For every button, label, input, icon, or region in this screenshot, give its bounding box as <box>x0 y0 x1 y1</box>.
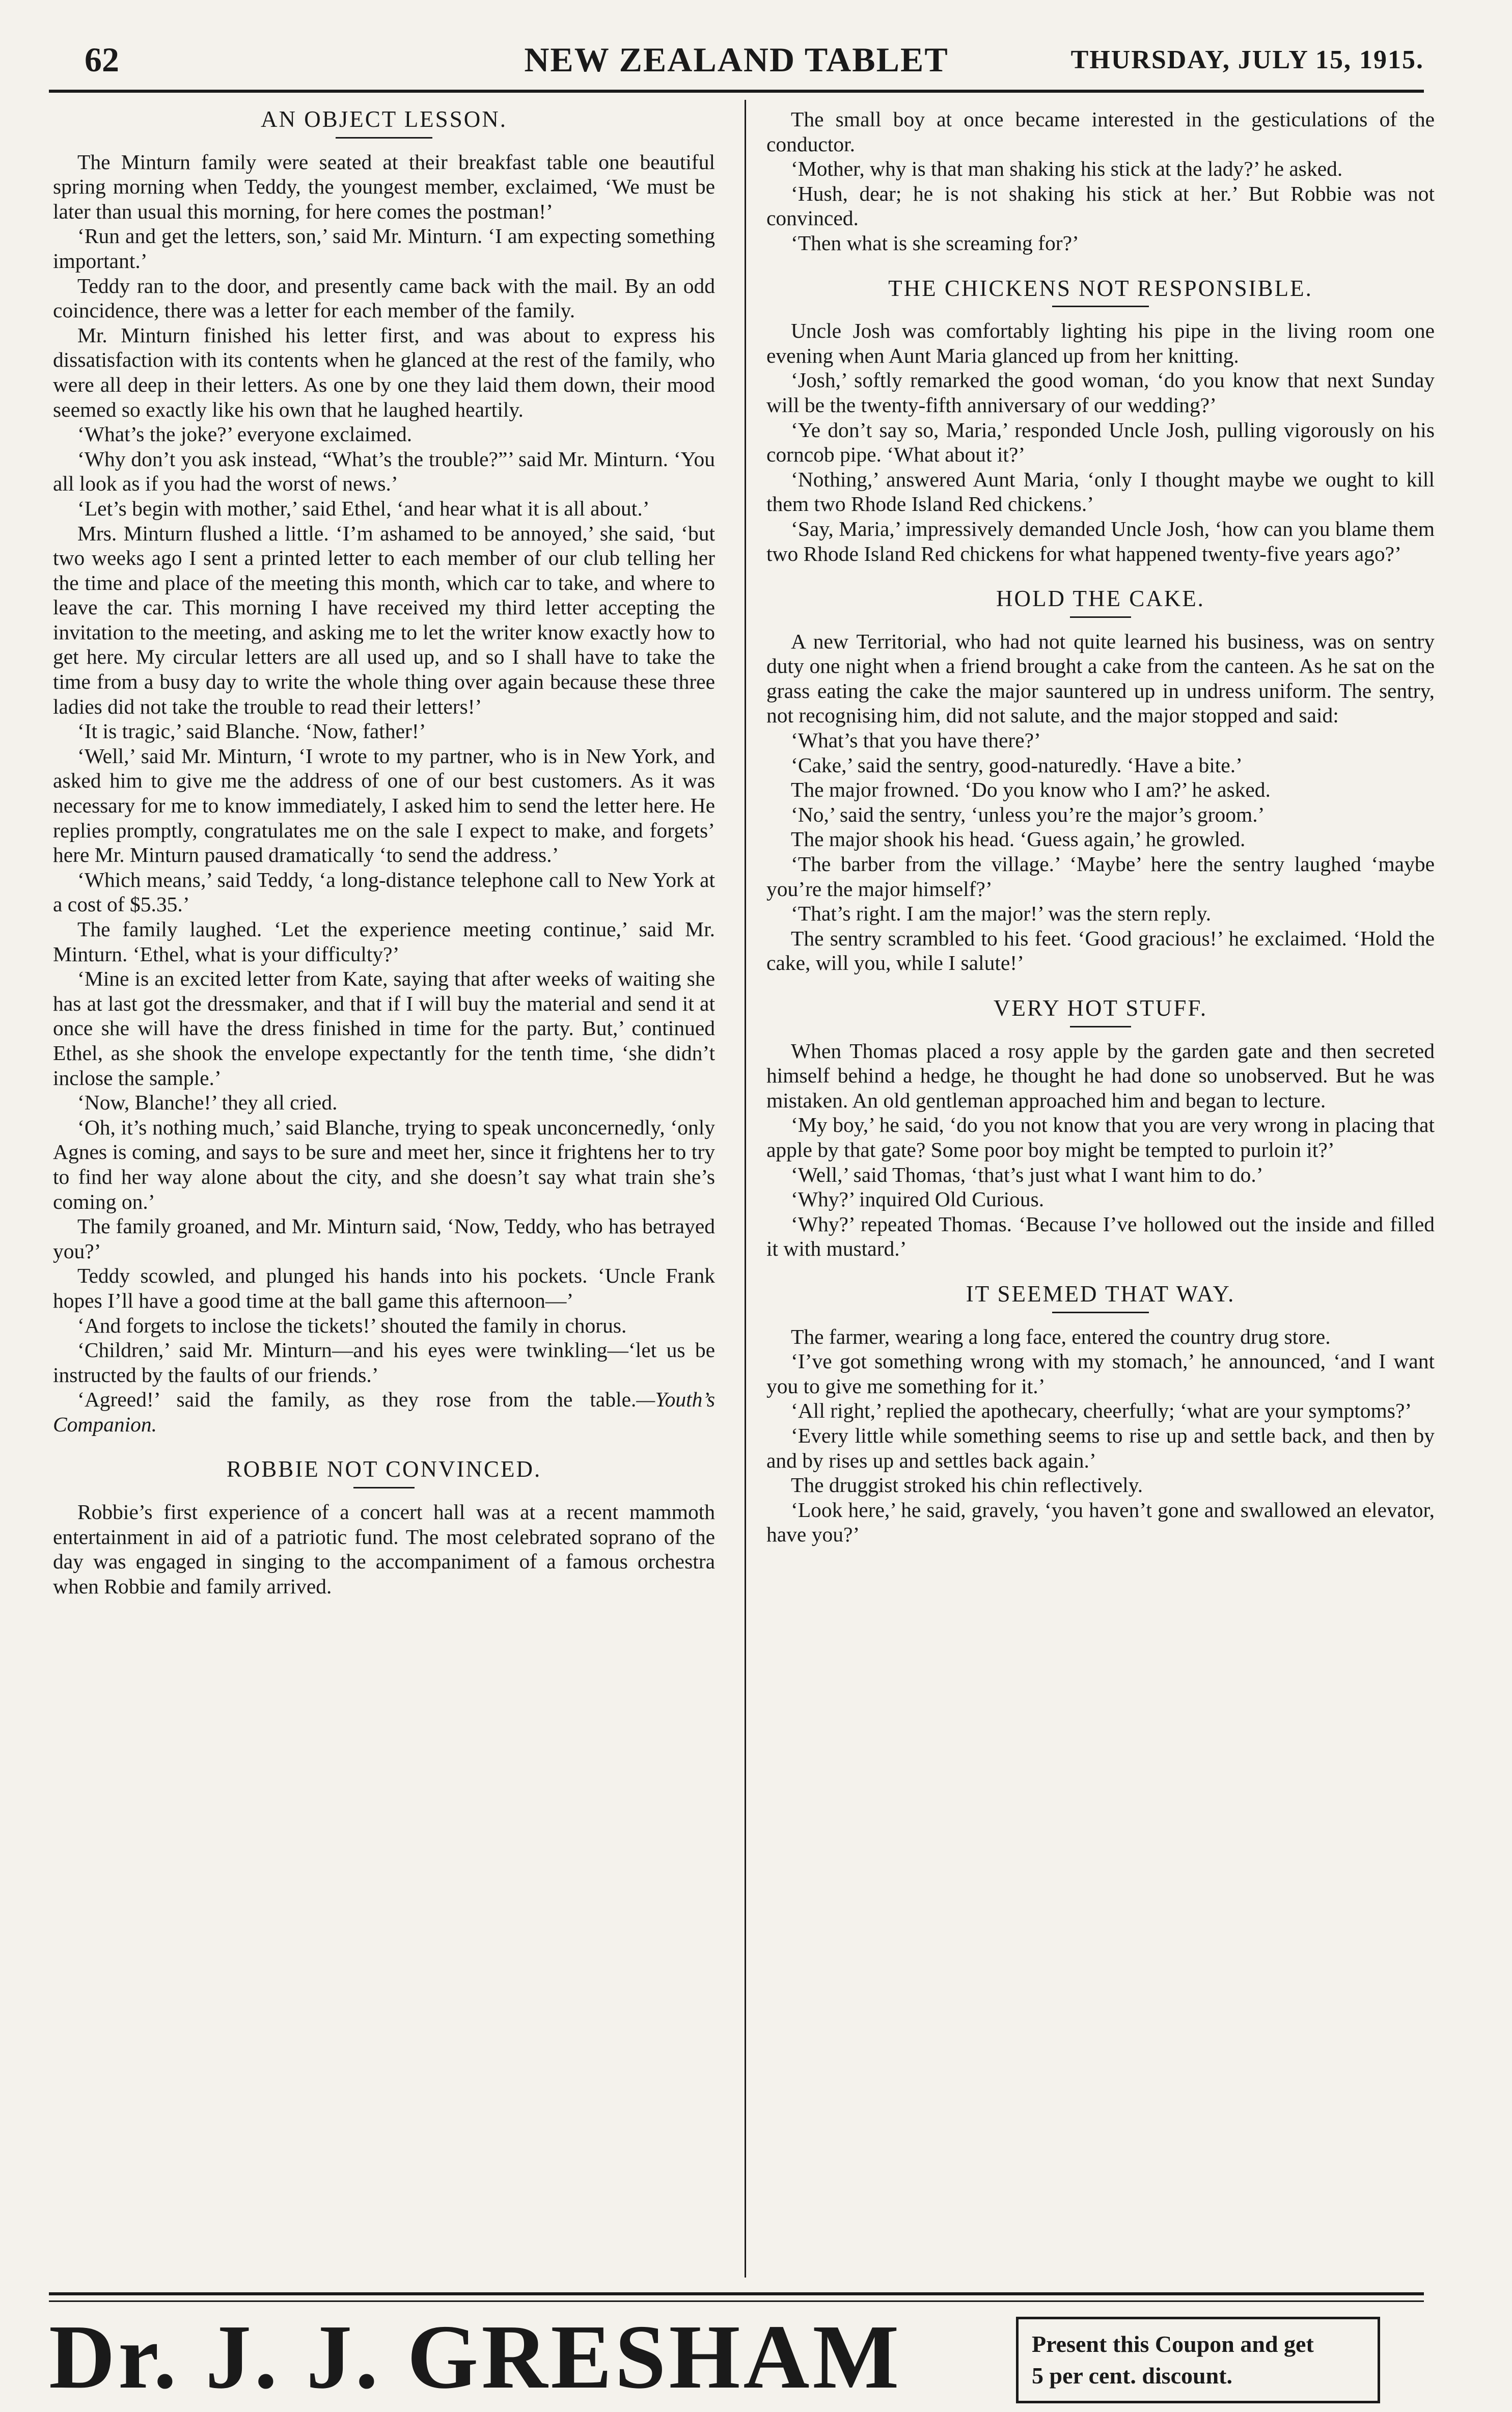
article-paragraph: ‘It is tragic,’ said Blanche. ‘Now, father!’ <box>77 719 426 743</box>
article-heading-robbie: ROBBIE NOT CONVINCED. <box>226 1456 542 1482</box>
article-paragraph: Teddy ran to the door, and presently came back with the mail. By an odd coincidence, there was a letter for each member of the family. <box>53 274 715 322</box>
section-gap <box>766 975 1435 996</box>
article-body-cake <box>766 629 1435 975</box>
article-heading-cake: HOLD THE CAKE. <box>996 586 1205 612</box>
article-paragraph: ‘Josh,’ softly remarked the good woman, ‘do you know that next Sunday will be the twenty-fifth anniversary of our wedding?’ <box>766 368 1435 417</box>
article-paragraph: The small boy at once became interested in the gesticulations of the conductor. <box>766 107 1435 156</box>
heading-rule <box>1052 306 1149 307</box>
article-paragraph: ‘Well,’ said Thomas, ‘that’s just what I want him to do.’ <box>791 1162 1263 1186</box>
article-paragraph: ‘What’s that you have there?’ <box>791 728 1041 752</box>
article-paragraph: ‘Every little while something seems to rise up and settle back, and then by and by rises up and settles back again.’ <box>766 1423 1435 1472</box>
heading-rule <box>336 137 432 139</box>
article-paragraph: ‘Cake,’ said the sentry, good-naturedly. ‘Have a bite.’ <box>791 753 1243 777</box>
section-gap <box>766 1261 1435 1282</box>
article-paragraph: Robbie’s first experience of a concert hall was at a recent mammoth entertainment in aid of a patriotic fund. The most celebrated soprano of the day was engaged in singing to the accompaniment of a famous orchestra when Robbie and family arrived. <box>53 1500 715 1598</box>
article-body-hot-stuff <box>766 1039 1435 1261</box>
article-paragraph: ‘I’ve got something wrong with my stomach,’ he announced, ‘and I want you to give me something for it.’ <box>766 1349 1435 1398</box>
article-body-object-lesson <box>53 150 715 1388</box>
article-paragraph: The major frowned. ‘Do you know who I am?’ he asked. <box>791 778 1271 802</box>
article-paragraph: ‘All right,’ replied the apothecary, cheerfully; ‘what are your symptoms?’ <box>791 1399 1412 1423</box>
article-heading-that-way: IT SEEMED THAT WAY. <box>966 1281 1235 1307</box>
article-paragraph: When Thomas placed a rosy apple by the garden gate and then secreted himself behind a hedge, he thought he had done so unobserved. But he was mistaken. An old gentleman approached him and began to lecture. <box>766 1039 1435 1112</box>
right-column <box>766 107 1435 1547</box>
article-paragraph: ‘Why?’ repeated Thomas. ‘Because I’ve hollowed out the inside and filled it with mustard.’ <box>766 1212 1435 1261</box>
left-column <box>53 107 715 1598</box>
article-paragraph: ‘Hush, dear; he is not shaking his stick at her.’ But Robbie was not convinced. <box>766 181 1435 230</box>
article-paragraph: ‘That’s right. I am the major!’ was the stern reply. <box>791 902 1212 926</box>
article-paragraph: ‘Which means,’ said Teddy, ‘a long-distance telephone call to New York at a cost of $5.35.’ <box>53 868 715 916</box>
article-paragraph: The family groaned, and Mr. Minturn said, ‘Now, Teddy, who has betrayed you?’ <box>53 1214 715 1263</box>
article-paragraph: Uncle Josh was comfortably lighting his pipe in the living room one evening when Aunt Maria glanced up from her knitting. <box>766 319 1435 367</box>
article-paragraph: ‘Now, Blanche!’ they all cried. <box>77 1091 338 1115</box>
article-body-robbie <box>53 1500 715 1598</box>
coupon-box <box>1016 2317 1380 2403</box>
coupon-line: Present this Coupon and get <box>1032 2331 1314 2357</box>
heading-rule <box>353 1487 415 1488</box>
article-paragraph: ‘Look here,’ he said, gravely, ‘you haven’t gone and swallowed an elevator, have you?’ <box>766 1498 1435 1547</box>
article-paragraph: ‘Why don’t you ask instead, “What’s the trouble?”’ said Mr. Minturn. ‘You all look as if you had the worst of news.’ <box>53 447 715 496</box>
article-paragraph: ‘And forgets to inclose the tickets!’ shouted the family in chorus. <box>77 1313 627 1337</box>
article-paragraph: ‘Well,’ said Mr. Minturn, ‘I wrote to my partner, who is in New York, and asked him to give me the address of one of our best customers. As it was necessary for me to know immediately, I asked him to send the letter here. He replies promptly, congratulates me on the sale I expect to make, and forgets’ here Mr. Minturn paused dramatically ‘to send the address.’ <box>53 744 715 867</box>
article-paragraph: Mrs. Minturn flushed a little. ‘I’m ashamed to be annoyed,’ she said, ‘but two weeks ago I sent a printed letter to each member of our club telling her the time and place of the meeting this month, which car to take, and where to leave the car. This morning I have received my third letter accepting the invitation to the meeting, and asking me to let the writer know exactly how to get here. My circular letters are all used up, and so I shall have to take the time from a busy day to write the whole thing over again because these three ladies did not take the trouble to read their letters!’ <box>53 521 715 718</box>
article-paragraph: ‘Agreed!’ said the family, as they rose from the table.—Youth’s Companion. <box>53 1388 715 1436</box>
advert-name: Dr. J. J. GRESHAM <box>49 2306 902 2407</box>
heading-rule <box>1052 1312 1149 1313</box>
masthead-rule <box>49 90 1424 93</box>
article-paragraph: ‘Children,’ said Mr. Minturn—and his eyes were twinkling—‘let us be instructed by the faults of our friends.’ <box>53 1338 715 1387</box>
article-credit: —Youth’s Companion. <box>53 1388 715 1436</box>
article-paragraph: ‘My boy,’ he said, ‘do you not know that you are very wrong in placing that apple by that gate? Some poor boy might be tempted to purloin it?’ <box>766 1113 1435 1161</box>
section-gap <box>766 256 1435 276</box>
heading-rule <box>1070 1026 1131 1027</box>
article-paragraph: ‘Let’s begin with mother,’ said Ethel, ‘and hear what it is all about.’ <box>77 496 650 520</box>
article-paragraph: ‘Mother, why is that man shaking his stick at the lady?’ he asked. <box>791 157 1343 181</box>
article-paragraph: The Minturn family were seated at their breakfast table one beautiful spring morning when Teddy, the youngest member, exclaimed, ‘We must be later than usual this morning, for here comes the postman!’ <box>53 150 715 223</box>
article-heading-chickens: THE CHICKENS NOT RESPONSIBLE. <box>888 275 1313 301</box>
coupon-line: 5 per cent. discount. <box>1032 2363 1232 2389</box>
newspaper-title: NEW ZEALAND TABLET <box>524 40 949 79</box>
article-paragraph: ‘What’s the joke?’ everyone exclaimed. <box>77 422 413 446</box>
article-paragraph: A new Territorial, who had not quite learned his business, was on sentry duty one night when a friend brought a cake from the canteen. As he sat on the grass eating the cake the major sauntered up in undress uniform. The sentry, not recognising him, did not salute, and the major stopped and said: <box>766 629 1435 727</box>
article-paragraph: The farmer, wearing a long face, entered the country drug store. <box>791 1324 1331 1348</box>
masthead <box>49 40 1424 86</box>
article-paragraph: The major shook his head. ‘Guess again,’ he growled. <box>791 827 1246 851</box>
article-paragraph: ‘No,’ said the sentry, ‘unless you’re the major’s groom.’ <box>791 802 1265 826</box>
advert-rule <box>49 2292 1424 2295</box>
section-gap <box>766 566 1435 586</box>
article-paragraph: The druggist stroked his chin reflectively. <box>791 1473 1143 1497</box>
article-paragraph: Teddy scowled, and plunged his hands into his pockets. ‘Uncle Frank hopes I’ll have a good time at the ball game this afternoon—’ <box>53 1264 715 1312</box>
column-divider <box>745 100 746 2278</box>
issue-date: THURSDAY, JULY 15, 1915. <box>1070 45 1424 74</box>
article-paragraph: ‘Mine is an excited letter from Kate, saying that after weeks of waiting she has at last got the dressmaker, and that if I will buy the material and send it at once she will have the dress finished in time for the party. But,’ continued Ethel, as she shook the envelope expectantly for the tenth time, ‘she didn’t inclose the sample.’ <box>53 967 715 1090</box>
article-paragraph: The family laughed. ‘Let the experience meeting continue,’ said Mr. Minturn. ‘Ethel, what is your difficulty?’ <box>53 917 715 966</box>
page-number: 62 <box>85 40 119 79</box>
article-paragraph: ‘Oh, it’s nothing much,’ said Blanche, trying to speak unconcernedly, ‘only Agnes is coming, and says to be sure and meet her, since it frightens her to try to find her way alone about the city, and she doesn’t say what train she’s coming on.’ <box>53 1115 715 1213</box>
article-paragraph: ‘Then what is she screaming for?’ <box>791 231 1079 255</box>
article-body-that-way <box>766 1324 1435 1547</box>
article-paragraph: ‘Ye don’t say so, Maria,’ responded Uncle Josh, pulling vigorously on his corncob pipe. ‘What about it?’ <box>766 418 1435 467</box>
article-paragraph: ‘The barber from the village.’ ‘Maybe’ here the sentry laughed ‘maybe you’re the major himself?’ <box>766 852 1435 901</box>
heading-rule <box>1070 616 1131 618</box>
article-heading-hot-stuff: VERY HOT STUFF. <box>993 995 1208 1021</box>
article-paragraph: ‘Nothing,’ answered Aunt Maria, ‘only I thought maybe we ought to kill them two Rhode Island Red chickens.’ <box>766 467 1435 516</box>
article-paragraph: ‘Why?’ inquired Old Curious. <box>791 1187 1044 1211</box>
article-paragraph: ‘Run and get the letters, son,’ said Mr. Minturn. ‘I am expecting something important.’ <box>53 224 715 273</box>
article-body-chickens <box>766 318 1435 566</box>
article-paragraph: The sentry scrambled to his feet. ‘Good gracious!’ he exclaimed. ‘Hold the cake, will you, while I salute!’ <box>766 926 1435 975</box>
article-paragraph: Mr. Minturn finished his letter first, and was about to express his dissatisfaction with its contents when he glanced at the rest of the family, who were all deep in their letters. As one by one they laid them down, their mood seemed so exactly like his own that he laughed heartily. <box>53 323 715 421</box>
section-gap <box>53 1437 715 1457</box>
advert-rule <box>49 2300 1424 2302</box>
article-body-robbie-continued <box>766 107 1435 256</box>
article-paragraph: ‘Say, Maria,’ impressively demanded Uncle Josh, ‘how can you blame them two Rhode Island Red chickens for what happened twenty-five years ago?’ <box>766 517 1435 565</box>
article-heading-object-lesson: AN OBJECT LESSON. <box>261 106 507 132</box>
